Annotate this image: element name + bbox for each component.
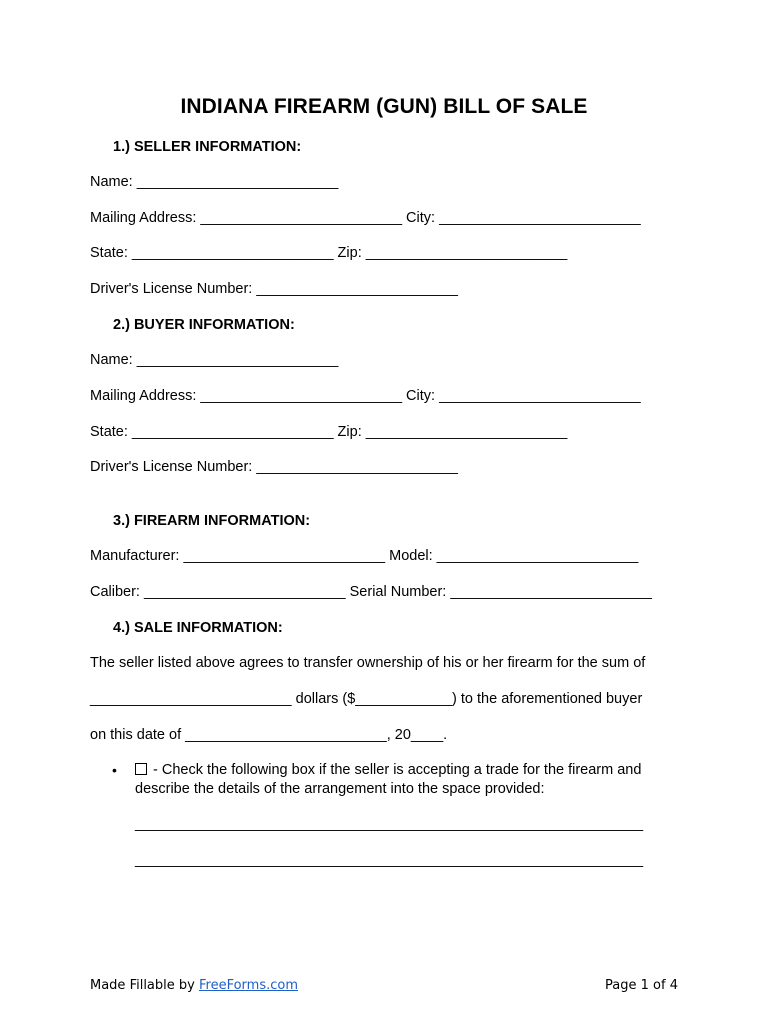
buyer-state-field[interactable]: State: _________________________ Zip: _________________________ bbox=[90, 424, 568, 440]
document-title: INDIANA FIREARM (GUN) BILL OF SALE bbox=[180, 95, 588, 118]
page-indicator: Page 1 of 4 bbox=[605, 978, 678, 993]
buyer-name-field[interactable]: Name: _________________________ bbox=[90, 352, 339, 368]
trade-instruction-text: - Check the following box if the seller is accepting a trade for the firearm and bbox=[149, 762, 642, 778]
trade-details-field-1[interactable]: _______________________________________________________________ bbox=[135, 816, 644, 832]
sale-paragraph-line-1: The seller listed above agrees to transfer ownership of his or her firearm for the sum of bbox=[90, 655, 646, 671]
buyer-heading: 2.) BUYER INFORMATION: bbox=[113, 317, 295, 333]
bullet-icon: • bbox=[112, 762, 117, 778]
sale-price-field[interactable]: _________________________ dollars ($____________) to the aforementioned buyer bbox=[90, 691, 643, 707]
trade-checkbox[interactable] bbox=[135, 763, 147, 775]
seller-name-field[interactable]: Name: _________________________ bbox=[90, 174, 339, 190]
sale-heading: 4.) SALE INFORMATION: bbox=[113, 620, 283, 636]
seller-heading: 1.) SELLER INFORMATION: bbox=[113, 139, 302, 155]
footer-credit-prefix: Made Fillable by bbox=[90, 978, 199, 993]
trade-line-2: describe the details of the arrangement into the space provided: bbox=[135, 781, 545, 797]
firearm-heading: 3.) FIREARM INFORMATION: bbox=[113, 513, 311, 529]
firearm-caliber-field[interactable]: Caliber: _________________________ Serial Number: _________________________ bbox=[90, 584, 652, 600]
freeforms-link[interactable]: FreeForms.com bbox=[198, 978, 298, 993]
firearm-manufacturer-field[interactable]: Manufacturer: _________________________ Model: _________________________ bbox=[90, 548, 639, 564]
seller-license-field[interactable]: Driver's License Number: _________________________ bbox=[90, 281, 458, 297]
buyer-address-field[interactable]: Mailing Address: _________________________ City: _________________________ bbox=[90, 388, 641, 404]
sale-date-field[interactable]: on this date of _________________________, 20____. bbox=[90, 727, 448, 743]
footer-credit bbox=[90, 978, 298, 993]
buyer-license-field[interactable]: Driver's License Number: _________________________ bbox=[90, 459, 458, 475]
trade-details-field-2[interactable]: _______________________________________________________________ bbox=[135, 852, 644, 868]
seller-state-field[interactable]: State: _________________________ Zip: _________________________ bbox=[90, 245, 568, 261]
trade-line-1 bbox=[135, 762, 641, 778]
seller-address-field[interactable]: Mailing Address: _________________________ City: _________________________ bbox=[90, 210, 641, 226]
